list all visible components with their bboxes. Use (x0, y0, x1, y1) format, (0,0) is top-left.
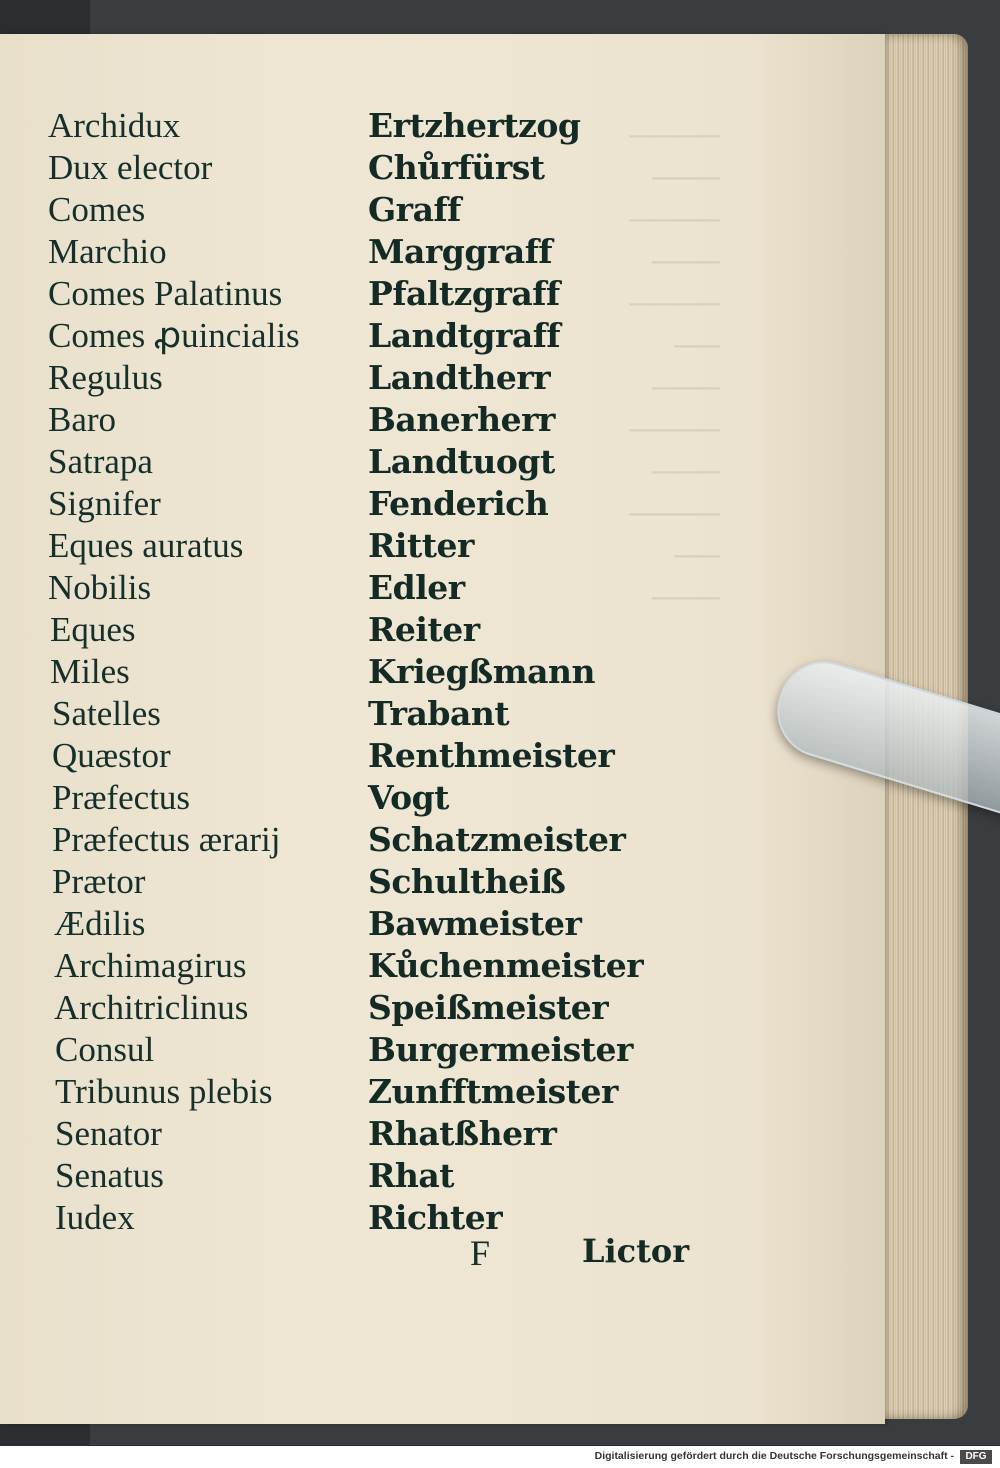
german-term: Rhat (368, 1156, 455, 1195)
german-term: Bawmeister (368, 904, 582, 943)
bleed-through-text: ──── ─── ──── ─── ──── ── ─── ──── ─── ──── ── ─── (629, 117, 720, 615)
glossary-row (0, 147, 700, 189)
latin-term: Senator (55, 1114, 162, 1153)
german-term: Schultheiß (368, 862, 566, 901)
latin-term: Miles (50, 652, 130, 691)
glossary-row (0, 987, 700, 1029)
german-term: Rhatßherr (368, 1114, 557, 1153)
glossary-row (0, 1071, 700, 1113)
glossary-row (0, 777, 700, 819)
german-term: Pfaltzgraff (368, 274, 560, 313)
german-term: Kriegßmann (368, 652, 596, 691)
glossary-row (0, 903, 700, 945)
latin-term: Satelles (52, 694, 161, 733)
glossary-row (0, 357, 700, 399)
glossary-row (0, 819, 700, 861)
latin-term: Præfectus (52, 778, 191, 817)
german-term: Ritter (368, 526, 474, 565)
german-term: Zunfftmeister (368, 1072, 618, 1111)
glossary-row (0, 609, 700, 651)
glossary-list (0, 34, 885, 1424)
latin-term: Dux elector (48, 148, 213, 187)
latin-term: Baro (48, 400, 117, 439)
latin-term: Comes Palatinus (48, 274, 283, 313)
german-term: Landtherr (368, 358, 551, 397)
german-term: Vogt (368, 778, 449, 817)
signature-mark: F (470, 1233, 491, 1273)
german-term: Fenderich (368, 484, 549, 523)
glossary-row (0, 945, 700, 987)
latin-term: Consul (55, 1030, 155, 1069)
latin-term: Comes ꝓuincialis (48, 316, 300, 355)
german-term: Marggraff (368, 232, 553, 271)
german-term: Reiter (368, 610, 480, 649)
german-term: Speißmeister (368, 988, 609, 1027)
latin-term: Ædilis (54, 904, 146, 943)
glossary-row (0, 315, 700, 357)
latin-term: Senatus (55, 1156, 164, 1195)
glossary-row (0, 273, 700, 315)
catchword: Lictor (582, 1232, 690, 1270)
latin-term: Præfectus ærarij (52, 820, 281, 859)
german-term: Ertzhertzog (368, 106, 581, 145)
glossary-row (0, 189, 700, 231)
glossary-row (0, 1155, 700, 1197)
glossary-row (0, 735, 700, 777)
latin-term: Eques (50, 610, 136, 649)
german-term: Landtgraff (368, 316, 561, 355)
latin-term: Prætor (52, 862, 146, 901)
latin-term: Marchio (48, 232, 167, 271)
german-term: Kůchenmeister (368, 946, 644, 985)
latin-term: Comes (48, 190, 146, 229)
glossary-row (0, 651, 700, 693)
german-term: Renthmeister (368, 736, 615, 775)
german-term: Richter (368, 1198, 503, 1237)
german-term: Schatzmeister (368, 820, 626, 859)
latin-term: Archidux (48, 106, 181, 145)
german-term: Graff (368, 190, 461, 229)
glossary-row (0, 1029, 700, 1071)
latin-term: Architriclinus (54, 988, 249, 1027)
latin-term: Regulus (48, 358, 163, 397)
glossary-row (0, 861, 700, 903)
glossary-row (0, 105, 700, 147)
glossary-row (0, 693, 700, 735)
latin-term: Signifer (48, 484, 161, 523)
latin-term: Tribunus plebis (55, 1072, 273, 1111)
footer-credit: Digitalisierung gefördert durch die Deutsche Forschungsgemeinschaft - (594, 1450, 954, 1462)
latin-term: Archimagirus (54, 946, 247, 985)
dfg-logo: DFG (960, 1450, 992, 1464)
german-term: Banerherr (368, 400, 555, 439)
german-term: Edler (368, 568, 465, 607)
latin-term: Eques auratus (48, 526, 244, 565)
glossary-row (0, 231, 700, 273)
german-term: Chůrfürst (368, 148, 545, 187)
glossary-row (0, 1113, 700, 1155)
book-page (0, 34, 885, 1424)
digitization-footer (0, 1446, 1000, 1468)
latin-term: Quæstor (52, 736, 171, 775)
glossary-row (0, 525, 700, 567)
latin-term: Nobilis (48, 568, 152, 607)
latin-term: Satrapa (48, 442, 153, 481)
glossary-row (0, 567, 700, 609)
german-term: Trabant (368, 694, 510, 733)
german-term: Burgermeister (368, 1030, 633, 1069)
german-term: Landtuogt (368, 442, 555, 481)
glossary-row (0, 399, 700, 441)
glossary-row (0, 441, 700, 483)
latin-term: Iudex (55, 1198, 135, 1237)
glossary-row (0, 483, 700, 525)
